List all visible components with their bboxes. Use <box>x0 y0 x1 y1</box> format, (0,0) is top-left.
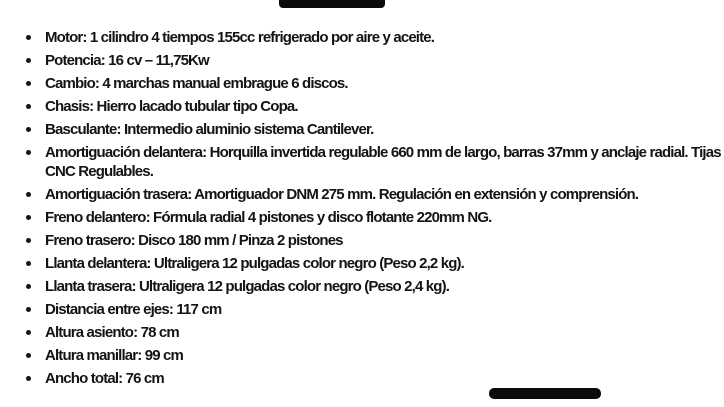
list-item <box>0 369 724 388</box>
list-item <box>0 74 724 93</box>
spec-text: Amortiguación delantera: Horquilla invertida regulable 660 mm de largo, barras 37mm y anclaje radial. Tijas <box>45 144 721 161</box>
bullet-icon <box>26 284 31 289</box>
list-item <box>0 208 724 227</box>
spec-text: Amortiguación trasera: Amortiguador DNM 275 mm. Regulación en extensión y comprensión. <box>45 186 639 203</box>
spec-text: Freno trasero: Disco 180 mm / Pinza 2 pistones <box>45 232 343 249</box>
spec-text: Freno delantero: Fórmula radial 4 pistones y disco flotante 220mm NG. <box>45 209 492 226</box>
list-item <box>0 254 724 273</box>
bullet-icon <box>26 127 31 132</box>
spec-text: Llanta delantera: Ultraligera 12 pulgadas color negro (Peso 2,2 kg). <box>45 255 464 272</box>
list-item <box>0 143 724 181</box>
bullet-icon <box>26 215 31 220</box>
bullet-icon <box>26 376 31 381</box>
spec-text: Distancia entre ejes: 117 cm <box>45 301 222 318</box>
spec-text-wrap: CNC Regulables. <box>45 163 154 180</box>
list-item <box>0 120 724 139</box>
bullet-icon <box>26 238 31 243</box>
bullet-icon <box>26 35 31 40</box>
list-item <box>0 28 724 47</box>
bullet-icon <box>26 330 31 335</box>
bullet-icon <box>26 150 31 155</box>
list-item <box>0 277 724 296</box>
spec-text: Altura manillar: 99 cm <box>45 347 184 364</box>
bullet-icon <box>26 353 31 358</box>
bullet-icon <box>26 261 31 266</box>
list-item <box>0 300 724 319</box>
spec-text: Altura asiento: 78 cm <box>45 324 179 341</box>
bullet-icon <box>26 307 31 312</box>
bullet-icon <box>26 104 31 109</box>
list-item <box>0 51 724 70</box>
spec-text: Llanta trasera: Ultraligera 12 pulgadas color negro (Peso 2,4 kg). <box>45 278 450 295</box>
spec-text: Ancho total: 76 cm <box>45 370 164 387</box>
list-item <box>0 231 724 250</box>
list-item <box>0 185 724 204</box>
list-item <box>0 323 724 342</box>
redacted-footer-bar <box>489 388 601 399</box>
bullet-icon <box>26 58 31 63</box>
spec-text: Motor: 1 cilindro 4 tiempos 155cc refrigerado por aire y aceite. <box>45 29 435 46</box>
spec-text: Chasis: Hierro lacado tubular tipo Copa. <box>45 98 298 115</box>
spec-text: Basculante: Intermedio aluminio sistema Cantilever. <box>45 121 374 138</box>
spec-text: Potencia: 16 cv – 11,75Kw <box>45 52 209 69</box>
list-item <box>0 97 724 116</box>
list-item <box>0 346 724 365</box>
spec-text: Cambio: 4 marchas manual embrague 6 discos. <box>45 75 348 92</box>
bullet-icon <box>26 192 31 197</box>
bullet-icon <box>26 81 31 86</box>
